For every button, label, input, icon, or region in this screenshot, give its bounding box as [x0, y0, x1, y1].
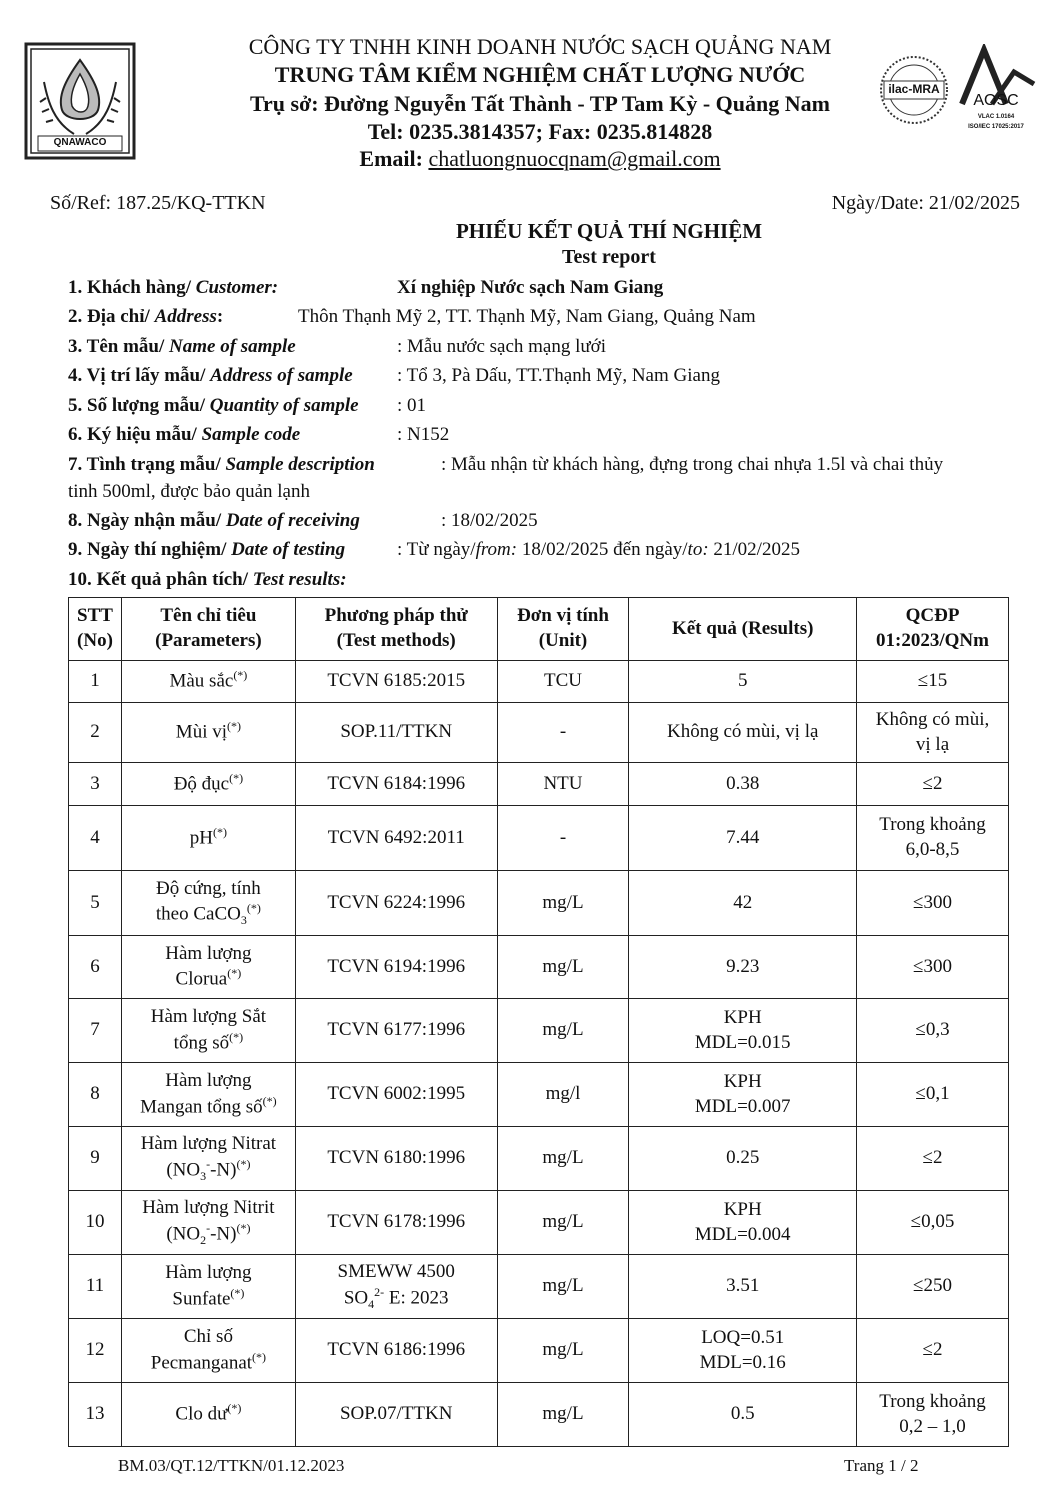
row-limit: ≤15 — [857, 661, 1009, 703]
testing-date-label: 9. Ngày thí nghiệm/ — [68, 539, 227, 560]
testing-to-date: 21/02/2025 — [708, 539, 800, 560]
row-method: SOP.11/TTKN — [295, 703, 497, 763]
table-row — [69, 1191, 1009, 1255]
sample-description-line — [68, 454, 375, 476]
row-parameter: Độ đục(*) — [121, 763, 295, 806]
header-methods: Phương pháp thử (Test methods) — [295, 598, 497, 661]
row-no: 8 — [69, 1063, 122, 1127]
row-method: TCVN 6194:1996 — [295, 936, 497, 999]
row-limit: ≤2 — [857, 1127, 1009, 1191]
sample-code-label: 6. Ký hiệu mẫu/ — [68, 424, 197, 445]
row-no: 13 — [69, 1383, 122, 1447]
row-parameter: Hàm lượng Clorua(*) — [121, 936, 295, 999]
email-label: Email: — [359, 146, 423, 171]
row-unit: mg/L — [497, 999, 629, 1063]
center-name: TRUNG TÂM KIỂM NGHIỆM CHẤT LƯỢNG NƯỚC — [274, 62, 806, 87]
row-limit: ≤300 — [857, 871, 1009, 936]
row-method: TCVN 6185:2015 — [295, 661, 497, 703]
quantity-line — [68, 395, 359, 417]
header-no: STT (No) — [69, 598, 122, 661]
row-result: 3.51 — [629, 1255, 857, 1319]
address-value: Thôn Thạnh Mỹ 2, TT. Thạnh Mỹ, Nam Giang, Quảng Nam — [298, 306, 756, 327]
ilac-mra-text: ilac-MRA — [888, 82, 940, 96]
row-unit: mg/L — [497, 936, 629, 999]
row-parameter: Hàm lượng Nitrit $(NO_2^--N)^{(*)}$ — [121, 1191, 295, 1255]
receiving-date-label: 8. Ngày nhận mẫu/ — [68, 510, 222, 531]
aosc-sub2: ISO/IEC 17025:2017 — [968, 124, 1024, 130]
row-result: 42 — [629, 871, 857, 936]
table-row — [69, 1255, 1009, 1319]
row-limit: ≤0,3 — [857, 999, 1009, 1063]
row-limit: Trong khoảng 0,2 – 1,0 — [857, 1383, 1009, 1447]
row-parameter: Hàm lượng Sunfate(*) — [121, 1255, 295, 1319]
row-method: TCVN 6186:1996 — [295, 1319, 497, 1383]
address-label-en: Address — [154, 306, 217, 327]
row-no: 5 — [69, 871, 122, 936]
row-method: TCVN 6184:1996 — [295, 763, 497, 806]
row-limit: ≤2 — [857, 763, 1009, 806]
row-no: 1 — [69, 661, 122, 703]
row-parameter: pH(*) — [121, 806, 295, 871]
row-unit: TCU — [497, 661, 629, 703]
sample-address-value: : Tổ 3, Pà Dấu, TT.Thạnh Mỹ, Nam Giang — [397, 365, 720, 386]
results-label-en: Test results: — [252, 569, 347, 590]
row-method: SMEWW 4500 $SO_4^{2-}$ E: 2023 — [295, 1255, 497, 1319]
sample-description-label-en: Sample description — [225, 454, 375, 475]
row-method: TCVN 6224:1996 — [295, 871, 497, 936]
table-row — [69, 661, 1009, 703]
header-parameters: Tên chỉ tiêu (Parameters) — [121, 598, 295, 661]
quantity-label: 5. Số lượng mẫu/ — [68, 395, 206, 416]
header-address: Trụ sở: Đường Nguyễn Tất Thành - TP Tam Kỳ - Quảng Nam — [250, 91, 830, 116]
testing-date-label-en: Date of testing — [231, 539, 346, 560]
row-no: 10 — [69, 1191, 122, 1255]
results-label: 10. Kết quả phân tích/ — [68, 569, 249, 590]
ref-number: Số/Ref: 187.25/KQ-TTKN — [50, 192, 266, 214]
row-limit: ≤0,1 — [857, 1063, 1009, 1127]
quantity-value: : 01 — [397, 395, 427, 416]
row-parameter: Hàm lượng Sắt tổng số(*) — [121, 999, 295, 1063]
sample-address-line — [68, 365, 353, 387]
table-row — [69, 1063, 1009, 1127]
row-parameter: Chỉ số Pecmanganat(*) — [121, 1319, 295, 1383]
header-email-line — [160, 146, 920, 172]
sample-name-label: 3. Tên mẫu/ — [68, 336, 165, 357]
row-method: TCVN 6002:1995 — [295, 1063, 497, 1127]
header-unit: Đơn vị tính (Unit) — [497, 598, 629, 661]
sample-description-value-1: : Mẫu nhận từ khách hàng, đựng trong chai nhựa 1.5l và chai thủy — [441, 454, 944, 475]
sample-description-label: 7. Tình trạng mẫu/ — [68, 454, 221, 475]
sample-code-value: : N152 — [397, 424, 450, 445]
row-result: 5 — [629, 661, 857, 703]
header-tel: Tel: 0235.3814357; Fax: 0235.814828 — [367, 119, 713, 144]
row-no: 11 — [69, 1255, 122, 1319]
aosc-logo — [952, 44, 1040, 144]
row-unit: mg/L — [497, 1383, 629, 1447]
row-no: 4 — [69, 806, 122, 871]
table-row — [69, 936, 1009, 999]
row-unit: mg/L — [497, 1191, 629, 1255]
customer-label-en: Customer: — [195, 277, 279, 298]
customer-value: Xí nghiệp Nước sạch Nam Giang — [397, 277, 664, 298]
sample-name-line — [68, 336, 296, 358]
row-unit: mg/L — [497, 871, 629, 936]
header-qcdp: QCĐP 01:2023/QNm — [857, 598, 1009, 661]
report-date: Ngày/Date: 21/02/2025 — [831, 192, 1020, 214]
sample-code-label-en: Sample code — [201, 424, 301, 445]
row-unit: - — [497, 806, 629, 871]
table-row — [69, 703, 1009, 763]
row-result: 7.44 — [629, 806, 857, 871]
row-result: KPH MDL=0.015 — [629, 999, 857, 1063]
row-unit: mg/L — [497, 1255, 629, 1319]
row-no: 6 — [69, 936, 122, 999]
form-code: BM.03/QT.12/TTKN/01.12.2023 — [118, 1456, 345, 1475]
row-method: TCVN 6180:1996 — [295, 1127, 497, 1191]
row-result: 0.25 — [629, 1127, 857, 1191]
aosc-sub1: VLAC 1.0164 — [977, 114, 1015, 120]
table-row — [69, 763, 1009, 806]
table-header-row — [69, 598, 1009, 661]
report-title: PHIẾU KẾT QUẢ THÍ NGHIỆM — [455, 219, 763, 243]
row-limit: Không có mùi, vị lạ — [857, 703, 1009, 763]
table-row — [69, 1127, 1009, 1191]
aosc-text: AOSC — [973, 92, 1019, 109]
table-row — [69, 806, 1009, 871]
sample-name-label-en: Name of sample — [169, 336, 296, 357]
testing-from-prefix: : Từ ngày/ — [397, 539, 476, 560]
table-row — [69, 1383, 1009, 1447]
report-subtitle: Test report — [562, 246, 656, 268]
row-limit: ≤300 — [857, 936, 1009, 999]
row-method: TCVN 6177:1996 — [295, 999, 497, 1063]
row-limit: ≤250 — [857, 1255, 1009, 1319]
row-result: 9.23 — [629, 936, 857, 999]
row-parameter: Hàm lượng Nitrat $(NO_3^--N)^{(*)}$ — [121, 1127, 295, 1191]
row-no: 3 — [69, 763, 122, 806]
receiving-date-value: : 18/02/2025 — [441, 510, 538, 531]
row-parameter: Màu sắc(*) — [121, 661, 295, 703]
quantity-label-en: Quantity of sample — [209, 395, 359, 416]
row-no: 7 — [69, 999, 122, 1063]
row-result: KPH MDL=0.007 — [629, 1063, 857, 1127]
row-result: KPH MDL=0.004 — [629, 1191, 857, 1255]
results-table — [68, 597, 1009, 1447]
receiving-date-line — [68, 510, 360, 532]
row-limit: ≤2 — [857, 1319, 1009, 1383]
row-parameter: Mùi vị(*) — [121, 703, 295, 763]
page-number: Trang 1 / 2 — [844, 1456, 919, 1475]
receiving-date-label-en: Date of receiving — [225, 510, 360, 531]
row-method: TCVN 6492:2011 — [295, 806, 497, 871]
row-no: 2 — [69, 703, 122, 763]
row-unit: NTU — [497, 763, 629, 806]
row-unit: mg/l — [497, 1063, 629, 1127]
row-result: LOQ=0.51 MDL=0.16 — [629, 1319, 857, 1383]
sample-address-label-en: Address of sample — [210, 365, 353, 386]
row-result: Không có mùi, vị lạ — [629, 703, 857, 763]
customer-line — [68, 277, 278, 299]
sample-name-value: : Mẫu nước sạch mạng lưới — [397, 336, 607, 357]
row-parameter: Hàm lượng Mangan tổng số(*) — [121, 1063, 295, 1127]
sample-address-label: 4. Vị trí lấy mẫu/ — [68, 365, 206, 386]
testing-to-prefix: 18/02/2025 đến ngày/ — [517, 539, 688, 560]
row-method: TCVN 6178:1996 — [295, 1191, 497, 1255]
row-unit: - — [497, 703, 629, 763]
address-label: 2. Địa chỉ/ — [68, 306, 150, 327]
qnawaco-logo-text: QNAWACO — [53, 137, 107, 148]
testing-from-label: from: — [475, 539, 518, 560]
table-row — [69, 1319, 1009, 1383]
sample-code-line — [68, 424, 300, 446]
company-name: CÔNG TY TNHH KINH DOANH NƯỚC SẠCH QUẢNG NAM — [248, 34, 832, 59]
table-row — [69, 871, 1009, 936]
row-method: SOP.07/TTKN — [295, 1383, 497, 1447]
header-results: Kết quả (Results) — [629, 598, 857, 661]
email-link[interactable]: chatluongnuocqnam@gmail.com — [428, 146, 721, 171]
row-no: 9 — [69, 1127, 122, 1191]
row-unit: mg/L — [497, 1127, 629, 1191]
row-no: 12 — [69, 1319, 122, 1383]
row-unit: mg/L — [497, 1319, 629, 1383]
row-result: 0.38 — [629, 763, 857, 806]
address-line: 2. Địa chỉ/ Address: — [68, 306, 224, 327]
row-result: 0.5 — [629, 1383, 857, 1447]
table-row — [69, 999, 1009, 1063]
testing-date-line — [68, 539, 345, 561]
qnawaco-logo — [24, 42, 136, 160]
results-heading — [68, 569, 347, 591]
customer-label: 1. Khách hàng/ — [68, 277, 192, 298]
testing-date-value — [397, 539, 800, 561]
row-limit: Trong khoảng 6,0-8,5 — [857, 806, 1009, 871]
row-parameter: Độ cứng, tính theo CaCO$_3$(*) — [121, 871, 295, 936]
row-limit: ≤0,05 — [857, 1191, 1009, 1255]
row-parameter: Clo dư(*) — [121, 1383, 295, 1447]
testing-to-label: to: — [687, 539, 709, 560]
sample-description-value-2: tinh 500ml, được bảo quản lạnh — [68, 481, 310, 502]
